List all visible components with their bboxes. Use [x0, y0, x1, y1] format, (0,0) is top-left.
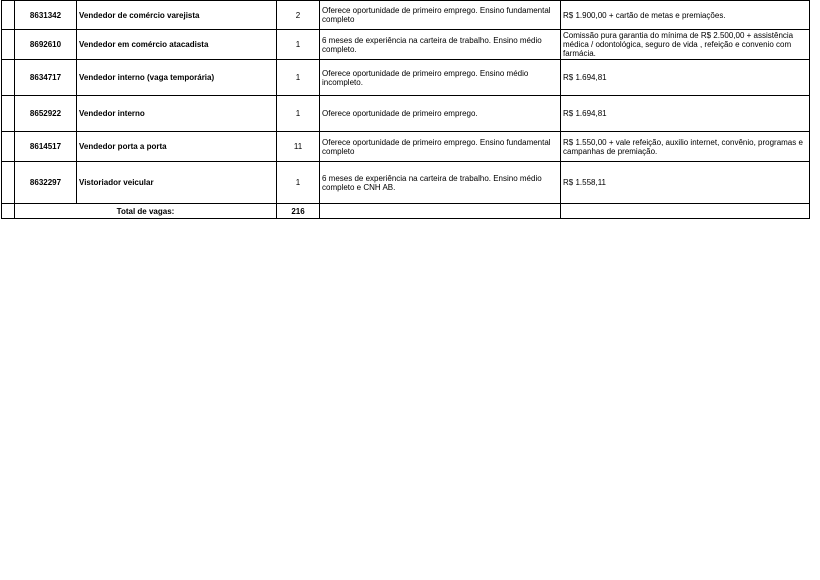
job-code: 8692610	[15, 30, 77, 60]
job-title: Vendedor interno (vaga temporária)	[77, 60, 277, 96]
job-quantity: 1	[277, 162, 320, 204]
job-benefits: Comissão pura garantia do mínima de R$ 2.500,00 + assistência médica / odontológica, seguro de vida , refeição e convenio com farmácia.	[561, 30, 810, 60]
job-quantity: 1	[277, 30, 320, 60]
job-title: Vendedor de comércio varejista	[77, 1, 277, 30]
job-requirements: 6 meses de experiência na carteira de trabalho. Ensino médio completo e CNH AB.	[320, 162, 561, 204]
empty-cell	[320, 204, 561, 219]
job-requirements: Oferece oportunidade de primeiro emprego. Ensino médio incompleto.	[320, 60, 561, 96]
empty-cell	[561, 204, 810, 219]
job-title: Vendedor em comércio atacadista	[77, 30, 277, 60]
job-benefits: R$ 1.900,00 + cartão de metas e premiações.	[561, 1, 810, 30]
row-marker-cell	[2, 204, 15, 219]
row-marker-cell	[2, 162, 15, 204]
row-marker-cell	[2, 96, 15, 132]
table-row	[2, 30, 810, 60]
job-code: 8652922	[15, 96, 77, 132]
job-openings-table	[1, 0, 810, 219]
job-requirements: Oferece oportunidade de primeiro emprego. Ensino fundamental completo	[320, 1, 561, 30]
total-value: 216	[277, 204, 320, 219]
job-code: 8631342	[15, 1, 77, 30]
table-row	[2, 162, 810, 204]
table-row	[2, 1, 810, 30]
job-quantity: 11	[277, 132, 320, 162]
job-code: 8632297	[15, 162, 77, 204]
table-row	[2, 132, 810, 162]
job-code: 8614517	[15, 132, 77, 162]
row-marker-cell	[2, 1, 15, 30]
job-benefits: R$ 1.550,00 + vale refeição, auxilio internet, convênio, programas e campanhas de premiação.	[561, 132, 810, 162]
job-requirements: Oferece oportunidade de primeiro emprego. Ensino fundamental completo	[320, 132, 561, 162]
job-benefits: R$ 1.558,11	[561, 162, 810, 204]
row-marker-cell	[2, 30, 15, 60]
job-quantity: 1	[277, 96, 320, 132]
total-row	[2, 204, 810, 219]
job-title: Vendedor interno	[77, 96, 277, 132]
job-benefits: R$ 1.694,81	[561, 60, 810, 96]
job-quantity: 2	[277, 1, 320, 30]
total-label: Total de vagas:	[15, 204, 277, 219]
job-title: Vistoriador veicular	[77, 162, 277, 204]
job-code: 8634717	[15, 60, 77, 96]
table-row	[2, 60, 810, 96]
job-requirements: 6 meses de experiência na carteira de trabalho. Ensino médio completo.	[320, 30, 561, 60]
job-requirements: Oferece oportunidade de primeiro emprego.	[320, 96, 561, 132]
table-row	[2, 96, 810, 132]
job-title: Vendedor porta a porta	[77, 132, 277, 162]
row-marker-cell	[2, 60, 15, 96]
job-quantity: 1	[277, 60, 320, 96]
row-marker-cell	[2, 132, 15, 162]
job-benefits: R$ 1.694,81	[561, 96, 810, 132]
